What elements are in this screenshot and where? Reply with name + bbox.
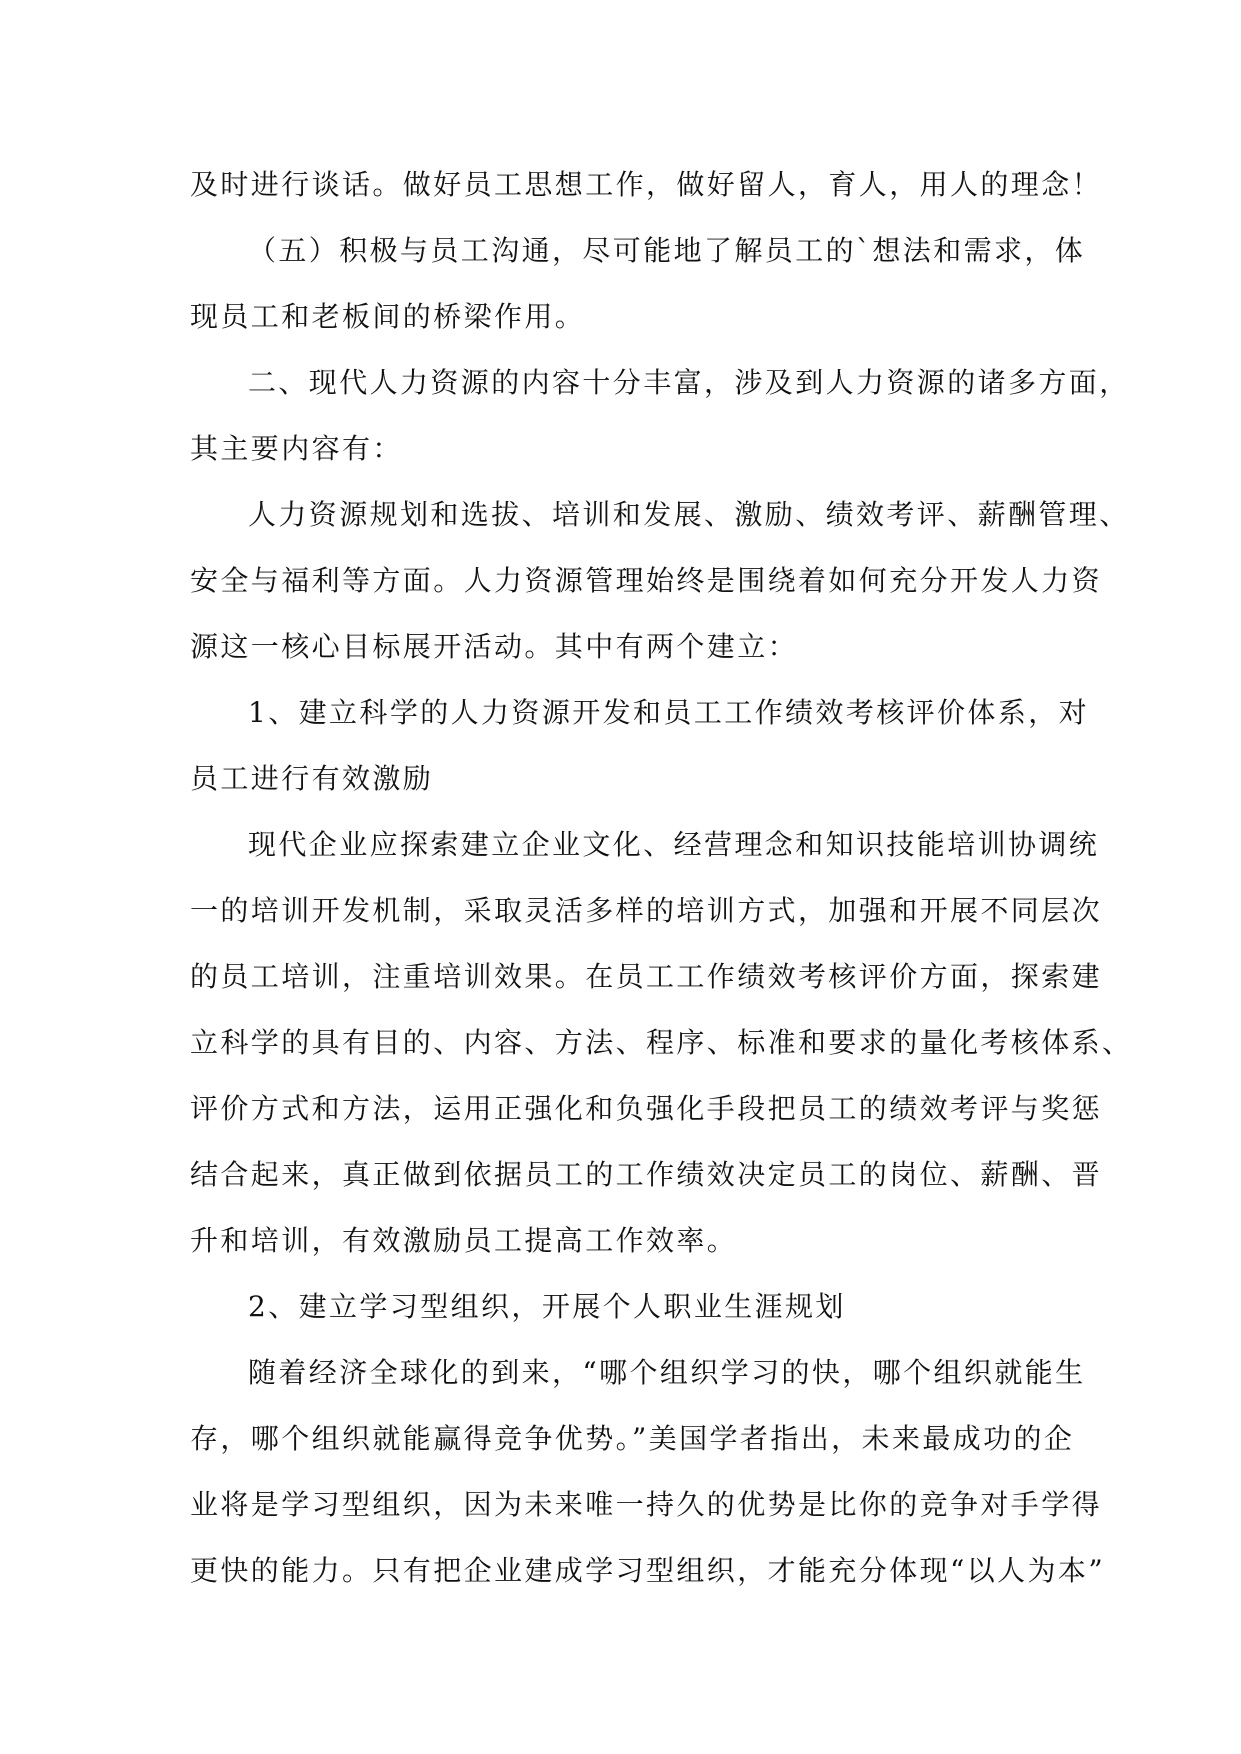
text-line: 随着经济全球化的到来，“哪个组织学习的快，哪个组织就能生 <box>248 1356 1086 1389</box>
text-line: 升和培训，有效激励员工提高工作效率。 <box>190 1224 738 1257</box>
text-line: 及时进行谈话。做好员工思想工作，做好留人，育人，用人的理念！ <box>190 168 1103 201</box>
text-line: 的员工培训，注重培训效果。在员工工作绩效考核评价方面，探索建 <box>190 960 1103 993</box>
text-line: 评价方式和方法，运用正强化和负强化手段把员工的绩效考评与奖惩 <box>190 1092 1103 1125</box>
text-line: 安全与福利等方面。人力资源管理始终是围绕着如何充分开发人力资 <box>190 564 1103 597</box>
text-line: 更快的能力。只有把企业建成学习型组织，才能充分体现“以人为本” <box>190 1554 1106 1587</box>
text-line: 其主要内容有： <box>190 432 403 465</box>
text-line: 2、建立学习型组织，开展个人职业生涯规划 <box>248 1290 846 1323</box>
text-line: （五）积极与员工沟通，尽可能地了解员工的`想法和需求，体 <box>248 234 1086 267</box>
text-line: 存，哪个组织就能赢得竞争优势。”美国学者指出，未来最成功的企 <box>190 1422 1075 1455</box>
text-line: 业将是学习型组织，因为未来唯一持久的优势是比你的竞争对手学得 <box>190 1488 1103 1521</box>
text-line: 现员工和老板间的桥梁作用。 <box>190 300 586 333</box>
text-line: 人力资源规划和选拔、培训和发展、激励、绩效考评、薪酬管理、 <box>248 498 1130 531</box>
text-line: 结合起来，真正做到依据员工的工作绩效决定员工的岗位、薪酬、晋 <box>190 1158 1103 1191</box>
text-line: 一的培训开发机制，采取灵活多样的培训方式，加强和开展不同层次 <box>190 894 1103 927</box>
text-line: 二、现代人力资源的内容十分丰富，涉及到人力资源的诸多方面， <box>248 366 1130 399</box>
text-line: 1、建立科学的人力资源开发和员工工作绩效考核评价体系，对 <box>248 696 1090 729</box>
text-line: 员工进行有效激励 <box>190 762 434 795</box>
text-line: 现代企业应探索建立企业文化、经营理念和知识技能培训协调统 <box>248 828 1100 861</box>
text-line: 源这一核心目标展开活动。其中有两个建立： <box>190 630 799 663</box>
text-line: 立科学的具有目的、内容、方法、程序、标准和要求的量化考核体系、 <box>190 1026 1133 1059</box>
